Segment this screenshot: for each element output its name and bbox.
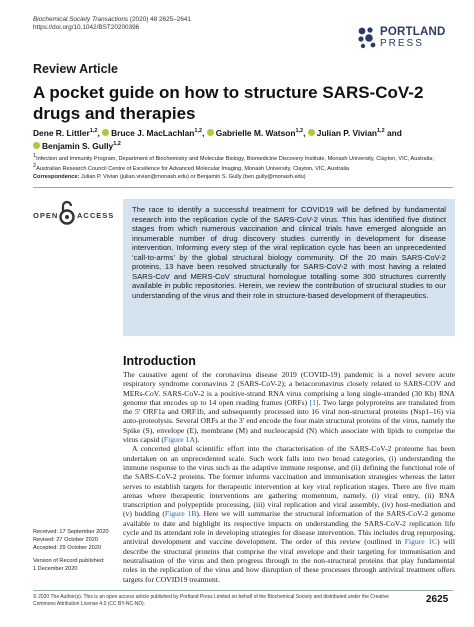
orcid-icon[interactable] (207, 129, 214, 136)
figure-link[interactable]: Figure 1A (163, 435, 195, 445)
article-type: Review Article (33, 62, 118, 76)
affiliation-2: Australian Research Council Centre of Excellence for Advanced Molecular Imaging, Monash University, Clayton, VIC, Australia (36, 166, 350, 173)
date-accepted: Accepted: 29 October 2020 (33, 544, 102, 551)
author-name: Julian P. Vivian (316, 127, 377, 138)
version-of-record-date: 1 December 2020 (33, 566, 78, 573)
author[interactable] (308, 128, 402, 138)
orcid-icon[interactable] (33, 142, 40, 149)
author-affil-sup: 1,2 (295, 128, 304, 134)
journal-citation: (2020) 48 2625–2641 (129, 16, 191, 23)
figure-link[interactable]: Figure 1C (404, 537, 438, 547)
portland-press-logo-icon (357, 26, 377, 50)
affil-sup-2: 2 (33, 163, 37, 170)
author-name: Bruce J. MacLachlan (111, 127, 195, 138)
author[interactable] (102, 128, 207, 138)
page-number: 2625 (426, 594, 449, 605)
author-separator: , (97, 127, 103, 138)
publisher-name: PORTLAND (380, 26, 446, 38)
author-affil-sup: 1,2 (89, 128, 98, 134)
reference-link[interactable]: [1] (309, 397, 319, 407)
journal-header (33, 16, 191, 33)
section-heading-introduction: Introduction (123, 354, 196, 368)
paragraph: A concerted global scientific effort into the characterisation of the SARS-CoV-2 proteome has been undertaken on an unprecedented scale. Such work falls into two broad categories, (i) understanding the immune response to the virus such as the adaptive immune response, and (ii) defining the functional role of the SARS-CoV-2 proteins. The former informs vaccination and immunisation strategies whereas the latter serves to establish targets for therapeutic intervention at key viral replication stages. There are five main arenas where therapeutic interventions are gathering momentum, namely, (i) viral entry, (ii) RNA transcription and polypeptide processing, (iii) viral replication and viral assembly, (iv) host-mediation and (v) budding (Figure 1B). Here we will summarise the structural information of the SARS-CoV-2 genome available to date and highlight its respective impacts on understanding the SARS-CoV-2 replication life cycle and its attendant role in developing strategies for disease intervention. This includes drug repurposing, antiviral development and vaccine development. The order of this review (outlined in Figure 1C) will describe the structural proteins that comprise the viral envelope and their targeting for immunisation and neutralisation of the virus and then progress through to the non-structural proteins that play fundamental roles in the replication of the virus and how disruption of these processes through antiviral treatment offers targets for COVID19 treatment. (123, 444, 456, 584)
affiliations (33, 153, 453, 174)
author-affil-sup: 1,2 (113, 140, 121, 147)
article-title: A pocket guide on how to structure SARS-CoV-2 drugs and therapies (33, 83, 424, 123)
abstract-text: The race to identify a successful treatment for COVID19 will be defined by fundamental research into the replication cycle of the SARS-CoV-2 virus. This has identified five distinct stages from which numerous vaccination and clinical trials have emerged alongside an innumerable number of drug discovery studies currently in development for disease intervention. Informing every step of the viral replication cycle has been an unprecedented ‘call-to-arms’ by the global structural biology community. Of the 20 main SARS-CoV-2 proteins, 13 have been resolved structurally for SARS-CoV-2 with most having a related SARS-CoV and MERS-CoV structural homologue totalling some 300 structures currently available in public repositories. Herein, we review the contribution of structural studies to our understanding of the virus and their role in structure-based development of therapeutics. (132, 205, 446, 300)
author-list (33, 126, 453, 152)
date-received: Received: 17 September 2020 (33, 529, 109, 535)
open-access-lock-icon (59, 200, 75, 226)
publisher-sub: PRESS (380, 38, 424, 49)
open-access-left: OPEN (33, 211, 59, 220)
date-revised: Revised: 27 October 2020 (33, 536, 98, 543)
correspondence-label: Correspondence: (33, 174, 80, 180)
abstract-box (123, 199, 455, 336)
author-separator: and (384, 127, 402, 138)
paragraph: The causative agent of the coronavirus disease 2019 (COVID-19) pandemic is a novel severe acute respiratory syndrome coronavirus 2 (SARS-CoV-2); a betacoronavirus closely related to SARS-COV and MERs-CoV. SARS-CoV-2 is a positive-strand RNA virus comprising a long single-stranded (30 Kb) RNA genome that encodes up to 14 open reading frames (ORFs) [1]. Two large polyproteins are translated from the 5′ ORF1a and ORF1b, and subsequently processed into 16 viral non-structural proteins (Nsp1–16) via auto-proteolysis. Several ORFs at the 3′ end encode the four main structural proteins of the virus, namely the Spike (S), envelope (E), membrane (M) and nucleocapsid (N) which associate with lipids to comprise the virus capsid (Figure 1A). (123, 370, 455, 445)
figure-link[interactable]: Figure 1B (164, 509, 197, 519)
author-affil-sup: 1,2 (377, 128, 385, 134)
affiliation-1: Infection and Immunity Program, Department of Biochemistry and Molecular Biology, Biomedicine Discovery Institute, Monash University, Clayton, VIC, Australia; (36, 155, 434, 162)
open-access-right: ACCESS (77, 211, 115, 220)
author-affil-sup: 1,2 (194, 128, 203, 134)
version-of-record-label: Version of Record published: (33, 558, 105, 565)
footer-divider (33, 590, 453, 591)
author-separator: , (303, 127, 308, 138)
doi-link[interactable]: https://doi.org/10.1042/BST20200396 (33, 24, 140, 32)
author[interactable] (33, 141, 121, 151)
orcid-icon[interactable] (308, 129, 315, 136)
author[interactable] (33, 128, 102, 138)
author-name: Dene R. Littler (33, 127, 90, 138)
author-name: Gabrielle M. Watson (215, 127, 296, 138)
publisher-logo (357, 24, 453, 56)
correspondence (33, 174, 453, 182)
introduction-body (123, 370, 455, 584)
affil-sup-1: 1 (33, 153, 37, 159)
license-footer: © 2020 The Author(s). This is an open access article published by Portland Press Limited on behalf of the Biochemical Society and distributed under the Creative Commons Attribution License 4.0 (CC BY-NC-ND). (33, 594, 389, 607)
orcid-icon[interactable] (102, 129, 109, 136)
header-divider (33, 187, 453, 188)
correspondence-text[interactable]: Julian P. Vivian (julian.vivian@monash.edu) or Benjamin S. Gully (ben.gully@monash.edu) (80, 174, 306, 180)
author[interactable] (207, 128, 308, 138)
open-access-badge (33, 200, 115, 228)
author-separator: , (202, 127, 207, 138)
article-dates (33, 529, 117, 574)
author-name: Benjamin S. Gully (42, 140, 114, 151)
journal-name: Biochemical Society Transactions (33, 16, 129, 23)
